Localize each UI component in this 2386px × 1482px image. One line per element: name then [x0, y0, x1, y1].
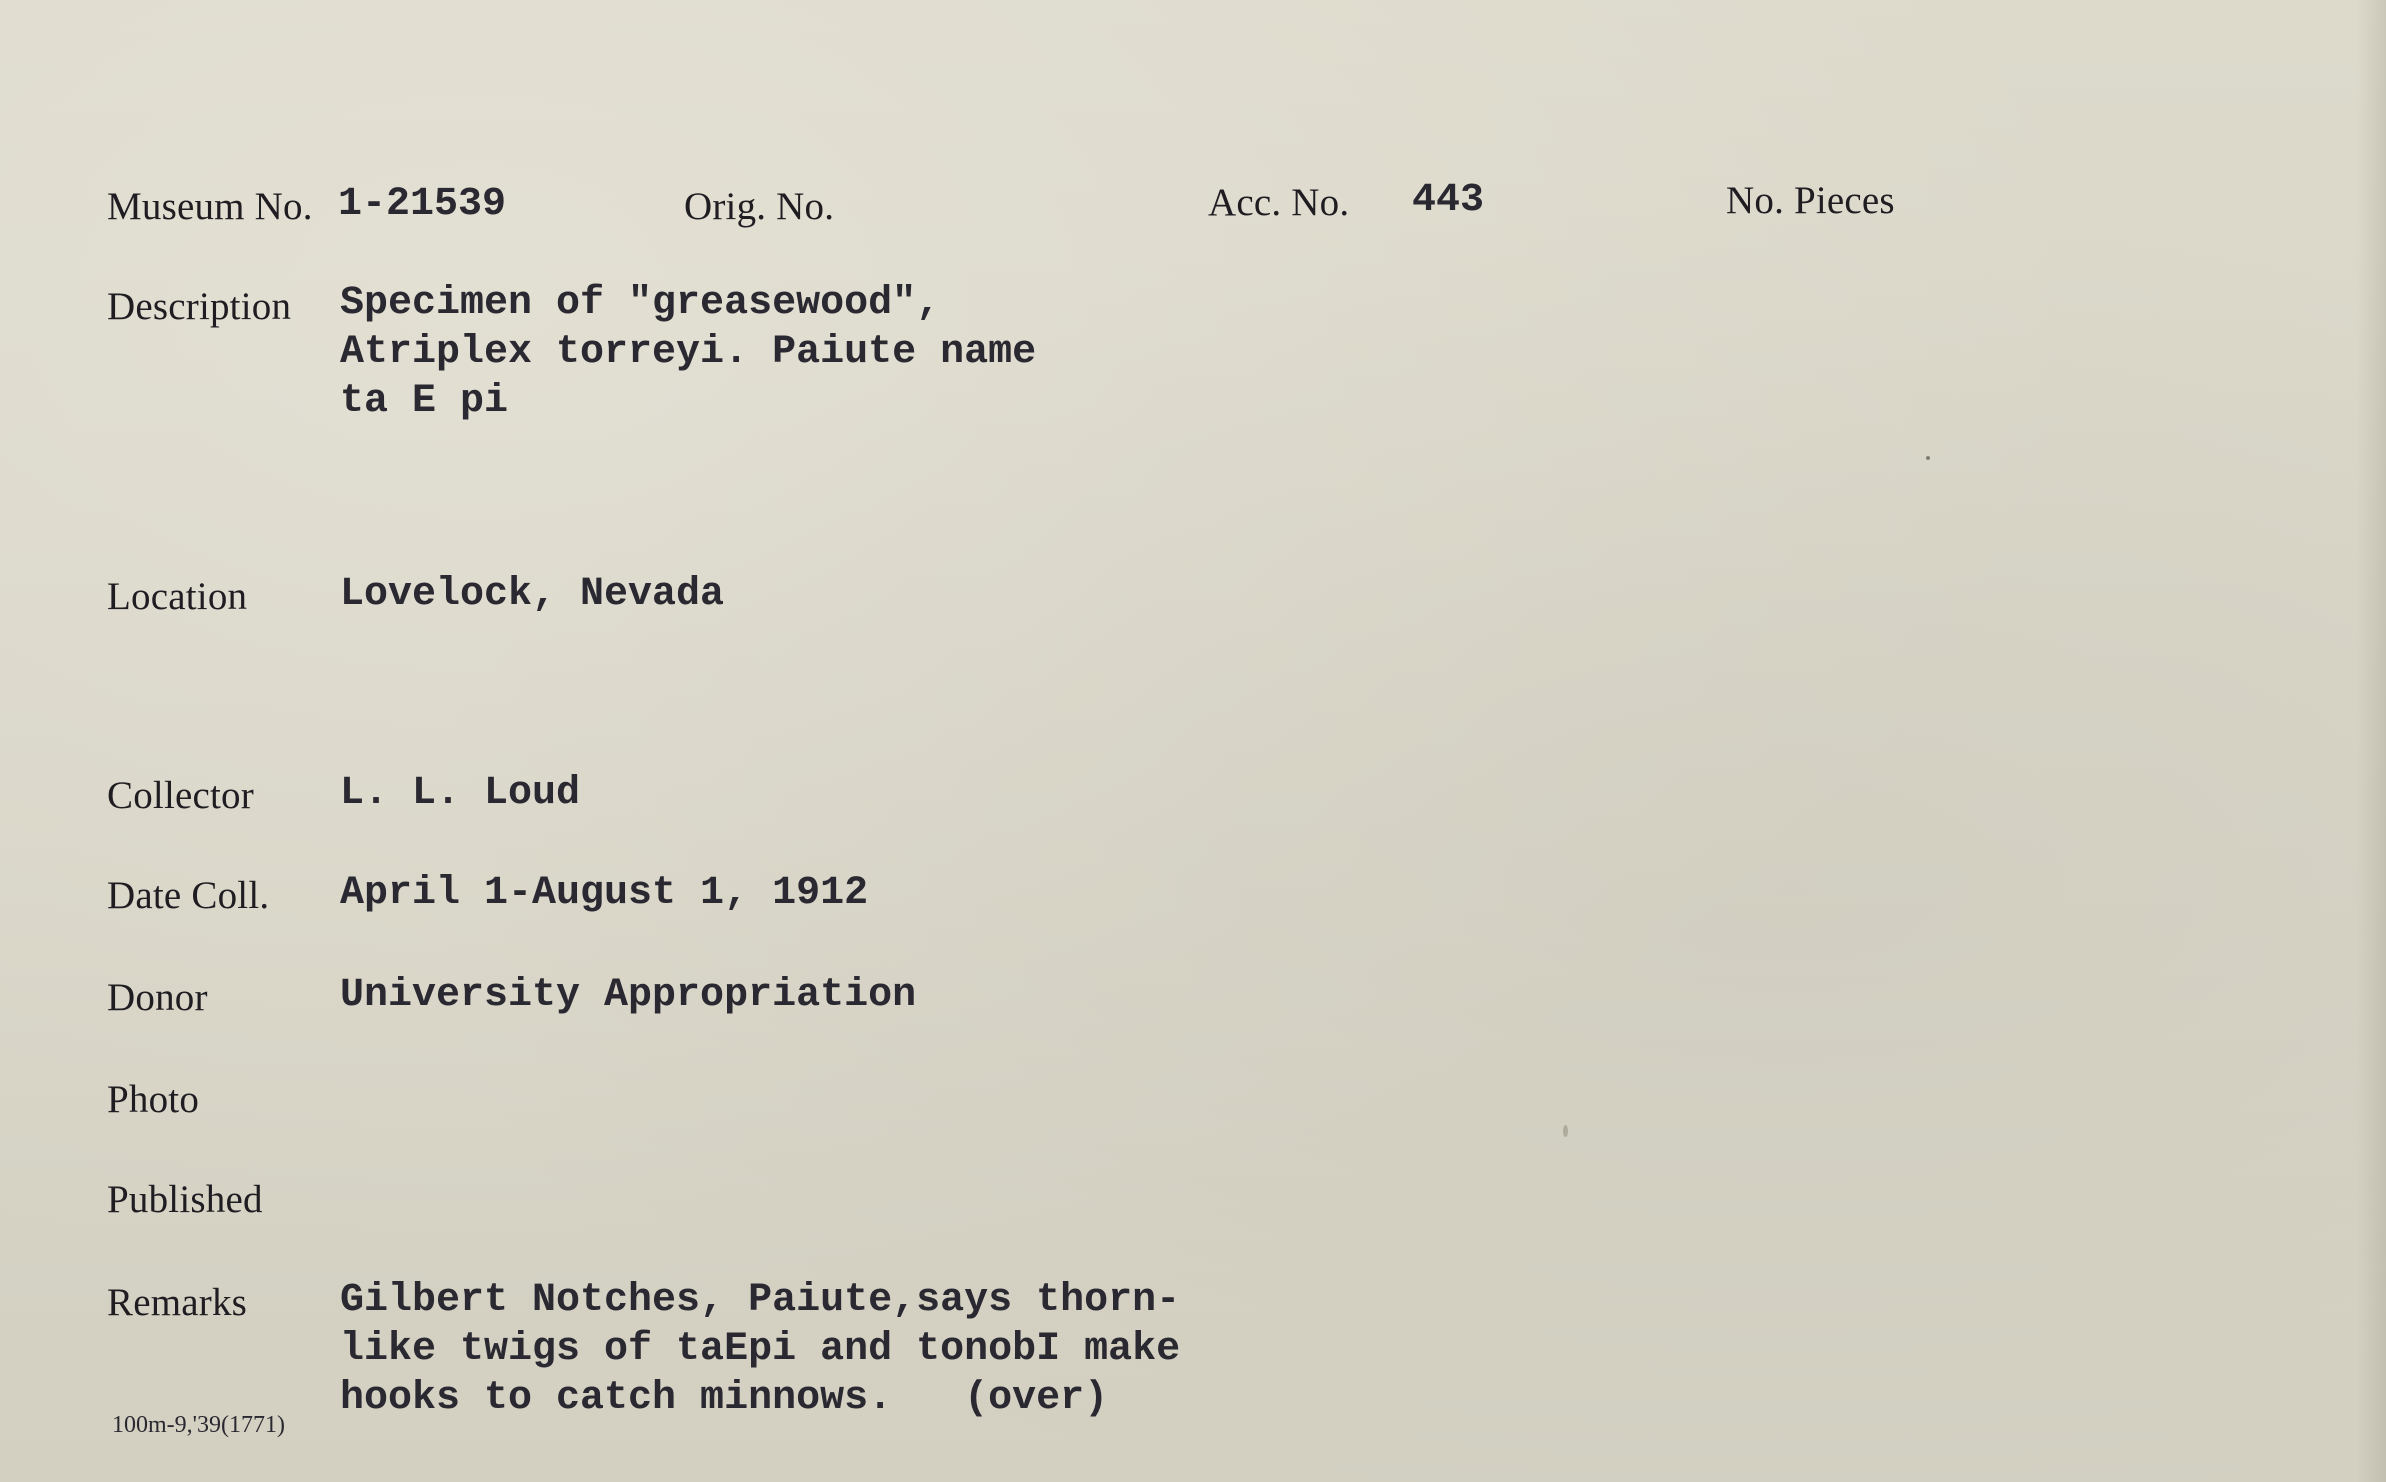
donor-label: Donor: [107, 976, 208, 1019]
collector-label: Collector: [107, 774, 254, 817]
date-coll-value: April 1-August 1, 1912: [340, 871, 869, 916]
description-value: [340, 279, 1036, 426]
location-label: Location: [107, 575, 248, 618]
form-code: 100m-9,'39(1771): [112, 1412, 285, 1438]
museum-no-value: 1-21539: [338, 182, 507, 227]
remarks-line: like twigs of taEpi and tonobI make: [340, 1327, 1181, 1372]
donor-value: University Appropriation: [340, 973, 917, 1018]
published-label: Published: [107, 1178, 263, 1221]
date-coll-label: Date Coll.: [107, 874, 270, 917]
photo-label: Photo: [107, 1078, 200, 1121]
acc-no-label: Acc. No.: [1208, 181, 1350, 224]
remarks-line: Gilbert Notches, Paiute,says thorn-: [340, 1278, 1181, 1323]
no-pieces-label: No. Pieces: [1726, 179, 1895, 222]
orig-no-label: Orig. No.: [684, 185, 835, 228]
remarks-value: [340, 1276, 1180, 1423]
remarks-line: hooks to catch minnows. (over): [340, 1376, 1109, 1421]
description-line: Specimen of "greasewood",: [340, 281, 941, 326]
location-value: Lovelock, Nevada: [340, 572, 725, 617]
description-label: Description: [107, 285, 292, 328]
acc-no-value: 443: [1412, 178, 1485, 223]
description-line: ta E pi: [340, 379, 509, 424]
paper-speck: [1926, 456, 1930, 460]
paper-speck: [1563, 1125, 1568, 1137]
collector-value: L. L. Loud: [340, 771, 581, 816]
description-line: Atriplex torreyi. Paiute name: [340, 330, 1037, 375]
card-edge-shadow: [2356, 0, 2386, 1482]
museum-no-label: Museum No.: [107, 185, 313, 228]
remarks-label: Remarks: [107, 1281, 248, 1324]
